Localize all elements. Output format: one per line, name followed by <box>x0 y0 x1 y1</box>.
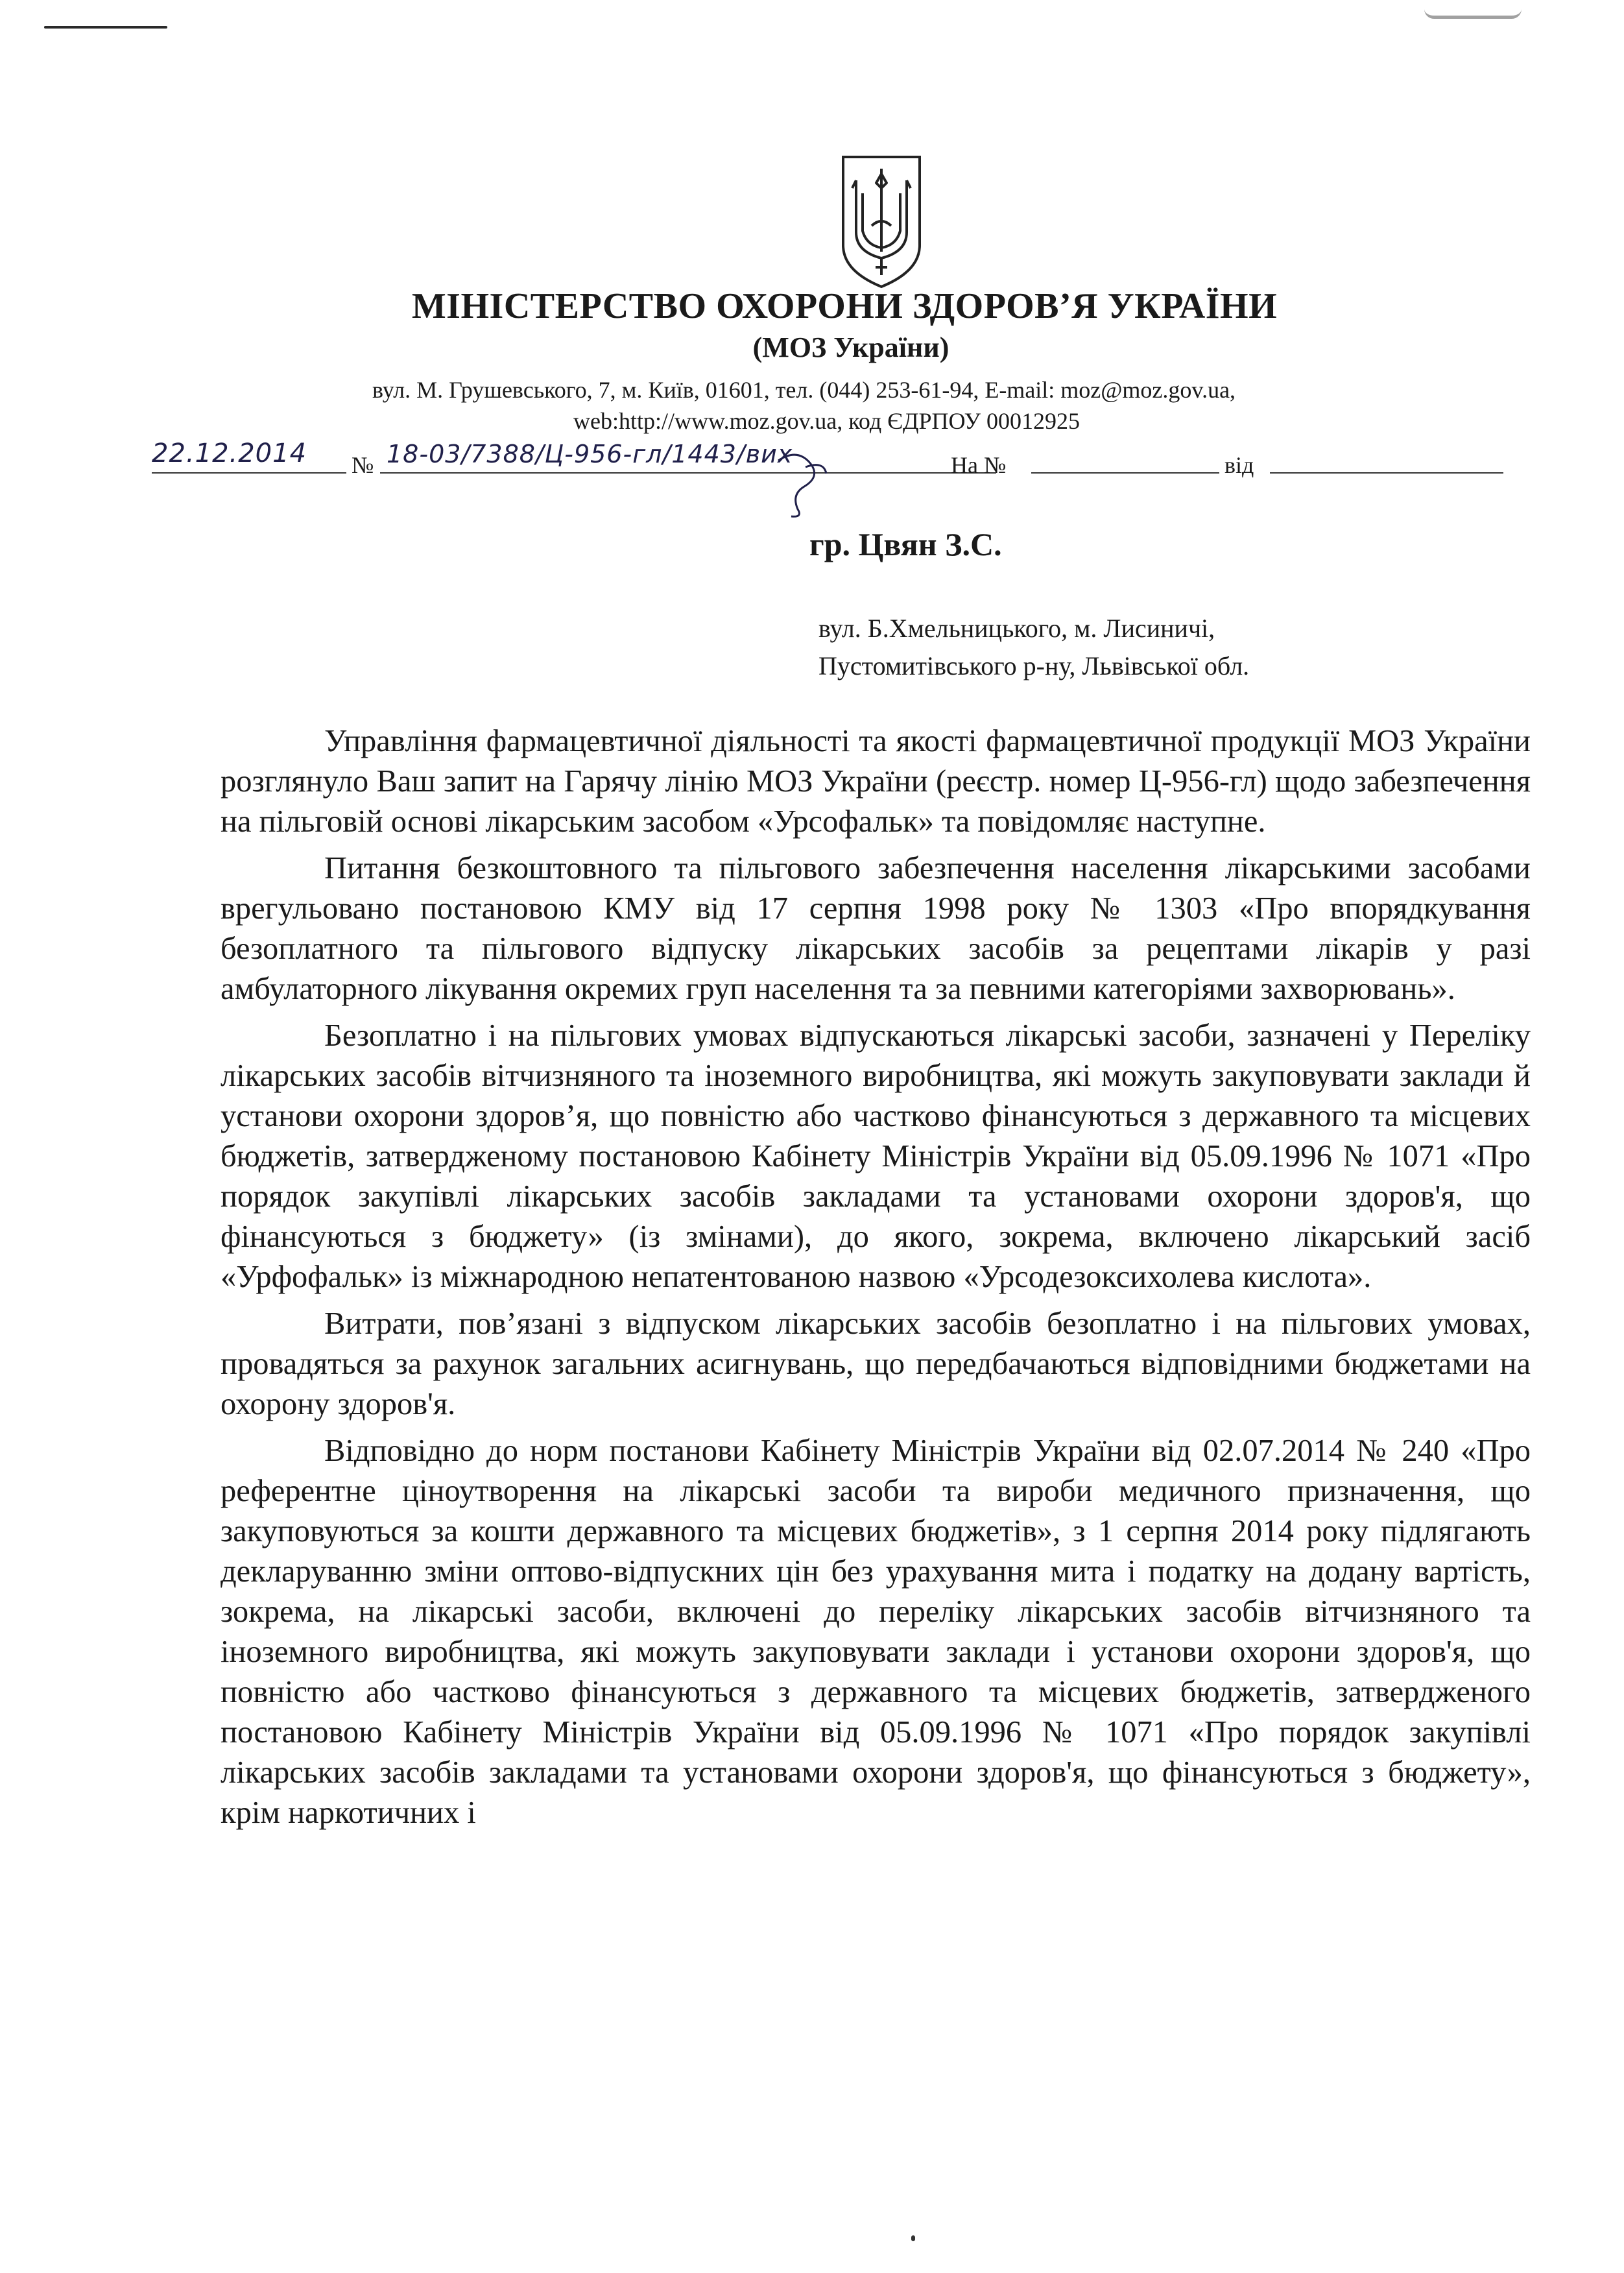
ministry-web-line: web:http://www.moz.gov.ua, код ЄДРПОУ 00012925 <box>573 408 1081 434</box>
body-paragraph-4: Витрати, пов’язані з відпуском лікарських засобів безоплатно і на пільгових умовах, провадяться за рахунок загальних асигнувань, що передбачаються відповідними бюджетами на охорону здоров'я. <box>221 1306 1531 1421</box>
outgoing-number: 18-03/7388/Ц-956-гл/1443/вих <box>387 440 793 468</box>
ministry-title: МІНІСТЕРСТВО ОХОРОНИ ЗДОРОВ’Я УКРАЇНИ <box>411 286 1278 326</box>
handwritten-initials-flourish <box>772 448 830 519</box>
scan-edge-mark-left <box>44 26 167 29</box>
body-paragraph-5: Відповідно до норм постанови Кабінету Міністрів України від 02.07.2014 № 240 «Про референтне ціноутворення на лікарські засоби та вироби медичного призначення, що закуповуються за кошти державного та місцевих бюджетів», з 1 серпня 2014 року підлягають декларуванню зміни оптово-відпускних цін без урахування мита і податку на додану вартість, зокрема, на лікарські засоби, включені до переліку лікарських засобів вітчизняного та іноземного виробництва, які можуть закуповувати заклади і установи охорони здоров'я, що повністю або частково фінансуються з державного та місцевих бюджетів, затвердженого постановою Кабінету Міністрів України від 05.09.1996 № 1071 «Про порядок закупівлі лікарських засобів закладами та установами охорони здоров'я, що фінансуються з бюджету», крім наркотичних і <box>221 1434 1531 1830</box>
outgoing-reference-row <box>152 439 1358 484</box>
date-underline <box>152 472 346 474</box>
body-paragraph-1: Управління фармацевтичної діяльності та якості фармацевтичної продукції МОЗ України розглянуло Ваш запит на Гарячу лінію МОЗ України (реєстр. номер Ц-956-гл) щодо забезпечення на пільговій основі лікарським засобом «Урсофальк» та повідомляє наступне. <box>221 724 1531 839</box>
recipient-address-line-1: вул. Б.Хмельницького, м. Лисиничі, <box>818 614 1215 643</box>
ministry-contact-line: вул. М. Грушевського, 7, м. Київ, 01601, тел. (044) 253-61-94, E-mail: moz@moz.gov.ua, <box>372 377 1236 403</box>
number-underline <box>380 472 996 474</box>
body-paragraph-3: Безоплатно і на пільгових умовах відпускаються лікарські засоби, зазначені у Переліку лікарських засобів вітчизняного та іноземного виробництва, які можуть закуповувати заклади й установи охорони здоров’я, що повністю або частково фінансуються з державного та місцевих бюджетів, затвердженому постановою Кабінету Міністрів України від 05.09.1996 № 1071 «Про порядок закупівлі лікарських засобів закладами та установами охорони здоров'я, що фінансуються з бюджету» (із змінами), до якого, зокрема, включено лікарський засіб «Урфофальк» із міжнародною непатентованою назвою «Урсодезоксихолева кислота». <box>221 1018 1531 1294</box>
incoming-date-underline <box>1270 472 1503 474</box>
recipient-name: гр. Цвян З.С. <box>809 526 1002 562</box>
body-paragraph-2: Питання безкоштовного та пільгового забезпечення населення лікарськими засобами врегульовано постановою КМУ від 17 серпня 1998 року № 1303 «Про впорядкування безоплатного та пільгового відпуску лікарських засобів за рецептами лікарів у разі амбулаторного лікування окремих груп населення та за певними категоріями захворювань». <box>221 851 1531 1006</box>
trident-coat-of-arms-icon <box>841 154 922 289</box>
incoming-number-label: На № <box>951 452 1007 478</box>
recipient-address-line-2: Пустомитівського р-ну, Львівської обл. <box>818 651 1250 680</box>
scan-speck <box>911 2235 915 2241</box>
scan-edge-mark-right <box>1424 9 1522 19</box>
incoming-number-underline <box>1031 472 1219 474</box>
ministry-abbreviation: (МОЗ України) <box>752 331 949 363</box>
incoming-date-label: від <box>1224 452 1254 478</box>
number-sign-label: № <box>352 452 374 478</box>
letter-body <box>221 721 1531 1840</box>
outgoing-date: 22.12.2014 <box>152 439 307 468</box>
